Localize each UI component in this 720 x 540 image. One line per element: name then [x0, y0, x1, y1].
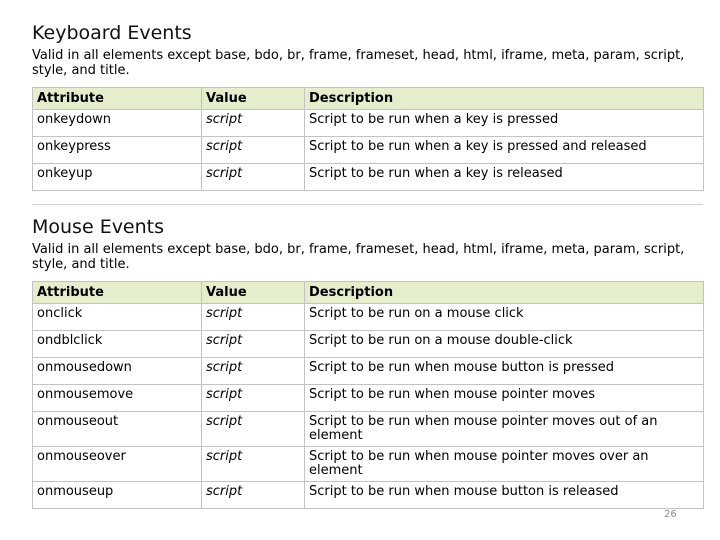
value-cell: script: [202, 482, 305, 509]
table-row: [33, 447, 704, 482]
page-number: 26: [664, 509, 677, 520]
header-description: Description: [305, 88, 704, 110]
description-cell: Script to be run when mouse pointer moves: [305, 385, 704, 412]
value-cell: script: [202, 412, 305, 447]
table-row: [33, 385, 704, 412]
section-divider: [32, 204, 703, 205]
attribute-cell: onmouseover: [33, 447, 202, 482]
table-row: [33, 110, 704, 137]
attribute-cell: onkeyup: [33, 164, 202, 191]
table-header-row: [33, 282, 704, 304]
mouse-events-description: Valid in all elements except base, bdo, br, frame, frameset, head, html, iframe, meta, param, script, style, and title.: [32, 242, 685, 272]
value-cell: script: [202, 358, 305, 385]
keyboard-events-title: Keyboard Events: [32, 22, 192, 44]
value-cell: script: [202, 385, 305, 412]
description-cell: Script to be run when a key is released: [305, 164, 704, 191]
description-cell: Script to be run when mouse pointer moves over an element: [305, 447, 704, 482]
attribute-cell: onmouseout: [33, 412, 202, 447]
header-attribute: Attribute: [33, 88, 202, 110]
table-row: [33, 137, 704, 164]
attribute-cell: onmousedown: [33, 358, 202, 385]
description-cell: Script to be run on a mouse click: [305, 304, 704, 331]
value-cell: script: [202, 110, 305, 137]
value-cell: script: [202, 164, 305, 191]
table-row: [33, 331, 704, 358]
description-cell: Script to be run on a mouse double-click: [305, 331, 704, 358]
header-value: Value: [202, 88, 305, 110]
value-cell: script: [202, 304, 305, 331]
table-row: [33, 412, 704, 447]
description-cell: Script to be run when a key is pressed: [305, 110, 704, 137]
table-row: [33, 164, 704, 191]
header-value: Value: [202, 282, 305, 304]
attribute-cell: ondblclick: [33, 331, 202, 358]
keyboard-events-description: Valid in all elements except base, bdo, br, frame, frameset, head, html, iframe, meta, param, script, style, and title.: [32, 48, 685, 78]
description-cell: Script to be run when mouse button is released: [305, 482, 704, 509]
attribute-cell: onkeydown: [33, 110, 202, 137]
value-cell: script: [202, 331, 305, 358]
header-description: Description: [305, 282, 704, 304]
description-cell: Script to be run when mouse button is pressed: [305, 358, 704, 385]
table-row: [33, 358, 704, 385]
table-header-row: [33, 88, 704, 110]
header-attribute: Attribute: [33, 282, 202, 304]
attribute-cell: onkeypress: [33, 137, 202, 164]
table-row: [33, 304, 704, 331]
attribute-cell: onmousemove: [33, 385, 202, 412]
value-cell: script: [202, 447, 305, 482]
value-cell: script: [202, 137, 305, 164]
attribute-cell: onmouseup: [33, 482, 202, 509]
keyboard-events-section: [32, 22, 702, 191]
mouse-events-title: Mouse Events: [32, 216, 165, 238]
attribute-cell: onclick: [33, 304, 202, 331]
keyboard-events-table: [32, 87, 704, 191]
description-cell: Script to be run when mouse pointer moves out of an element: [305, 412, 704, 447]
description-cell: Script to be run when a key is pressed and released: [305, 137, 704, 164]
mouse-events-section: [32, 216, 702, 509]
mouse-events-table: [32, 281, 704, 509]
table-row: [33, 482, 704, 509]
